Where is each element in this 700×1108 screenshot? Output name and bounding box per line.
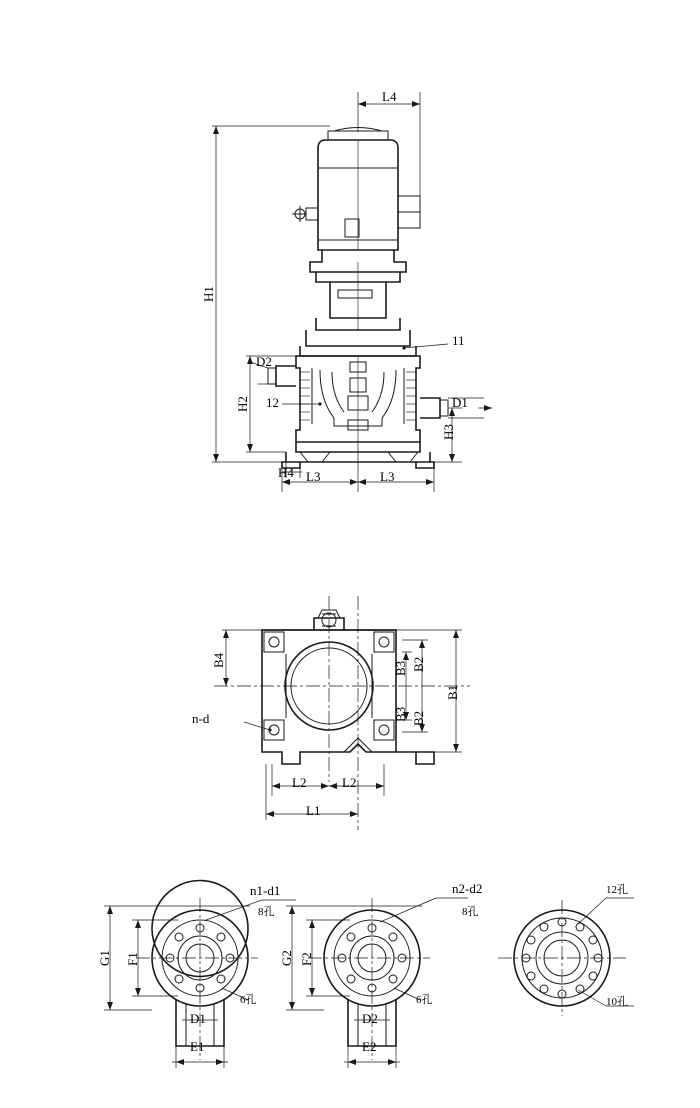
dim-label-H2: H2 [235, 396, 250, 412]
dim-label-B3-upper: B3 [393, 660, 408, 676]
callout-label-n-d: n-d [192, 711, 210, 726]
dim-label-H3: H3 [441, 424, 456, 440]
dim-label-B1: B1 [445, 684, 460, 700]
dim-label-H4: H4 [278, 465, 294, 480]
dim-label-F2: F2 [299, 952, 314, 966]
dim-label-B4: B4 [211, 652, 226, 668]
flange-middle-geometry [286, 898, 468, 1068]
dim-label-E2: E2 [362, 1039, 377, 1054]
dim-label-G1: G1 [97, 950, 112, 966]
dim-label-D1: D1 [452, 395, 468, 410]
dim-label-B2-lower: B2 [411, 710, 426, 726]
dim-label-L4: L4 [382, 89, 397, 104]
dim-label-D2: D2 [256, 354, 272, 369]
dim-label-L2-left: L2 [292, 775, 307, 790]
dim-label-L2-right: L2 [342, 775, 357, 790]
callout-label-n2-d2: n2-d2 [452, 881, 483, 896]
callout-label-8holes-middle: 8孔 [462, 906, 479, 918]
dim-label-E1: E1 [190, 1039, 205, 1054]
dim-label-D2-flange: D2 [362, 1011, 378, 1026]
dim-label-B2-upper: B2 [411, 656, 426, 672]
plan-base-geometry [211, 596, 470, 830]
dim-label-H1: H1 [201, 286, 216, 302]
dim-label-B3-lower: B3 [393, 706, 408, 722]
dim-label-L3-left: L3 [306, 469, 321, 484]
callout-label-6holes-middle: 6孔 [416, 994, 433, 1006]
dim-label-D1-flange: D1 [190, 1011, 206, 1026]
callout-label-10holes: 10孔 [606, 996, 628, 1008]
callout-label-8holes-left: 8孔 [258, 906, 275, 918]
dim-label-L3-right: L3 [380, 469, 395, 484]
dim-label-G2: G2 [279, 950, 294, 966]
callout-label-12: 12 [266, 395, 279, 410]
callout-label-11: 11 [452, 333, 465, 348]
callout-label-6holes-left: 6孔 [240, 994, 257, 1006]
callout-label-12holes: 12孔 [606, 884, 628, 896]
dim-label-F1: F1 [125, 952, 140, 966]
callout-label-n1-d1: n1-d1 [250, 883, 281, 898]
dim-label-L1: L1 [306, 803, 321, 818]
